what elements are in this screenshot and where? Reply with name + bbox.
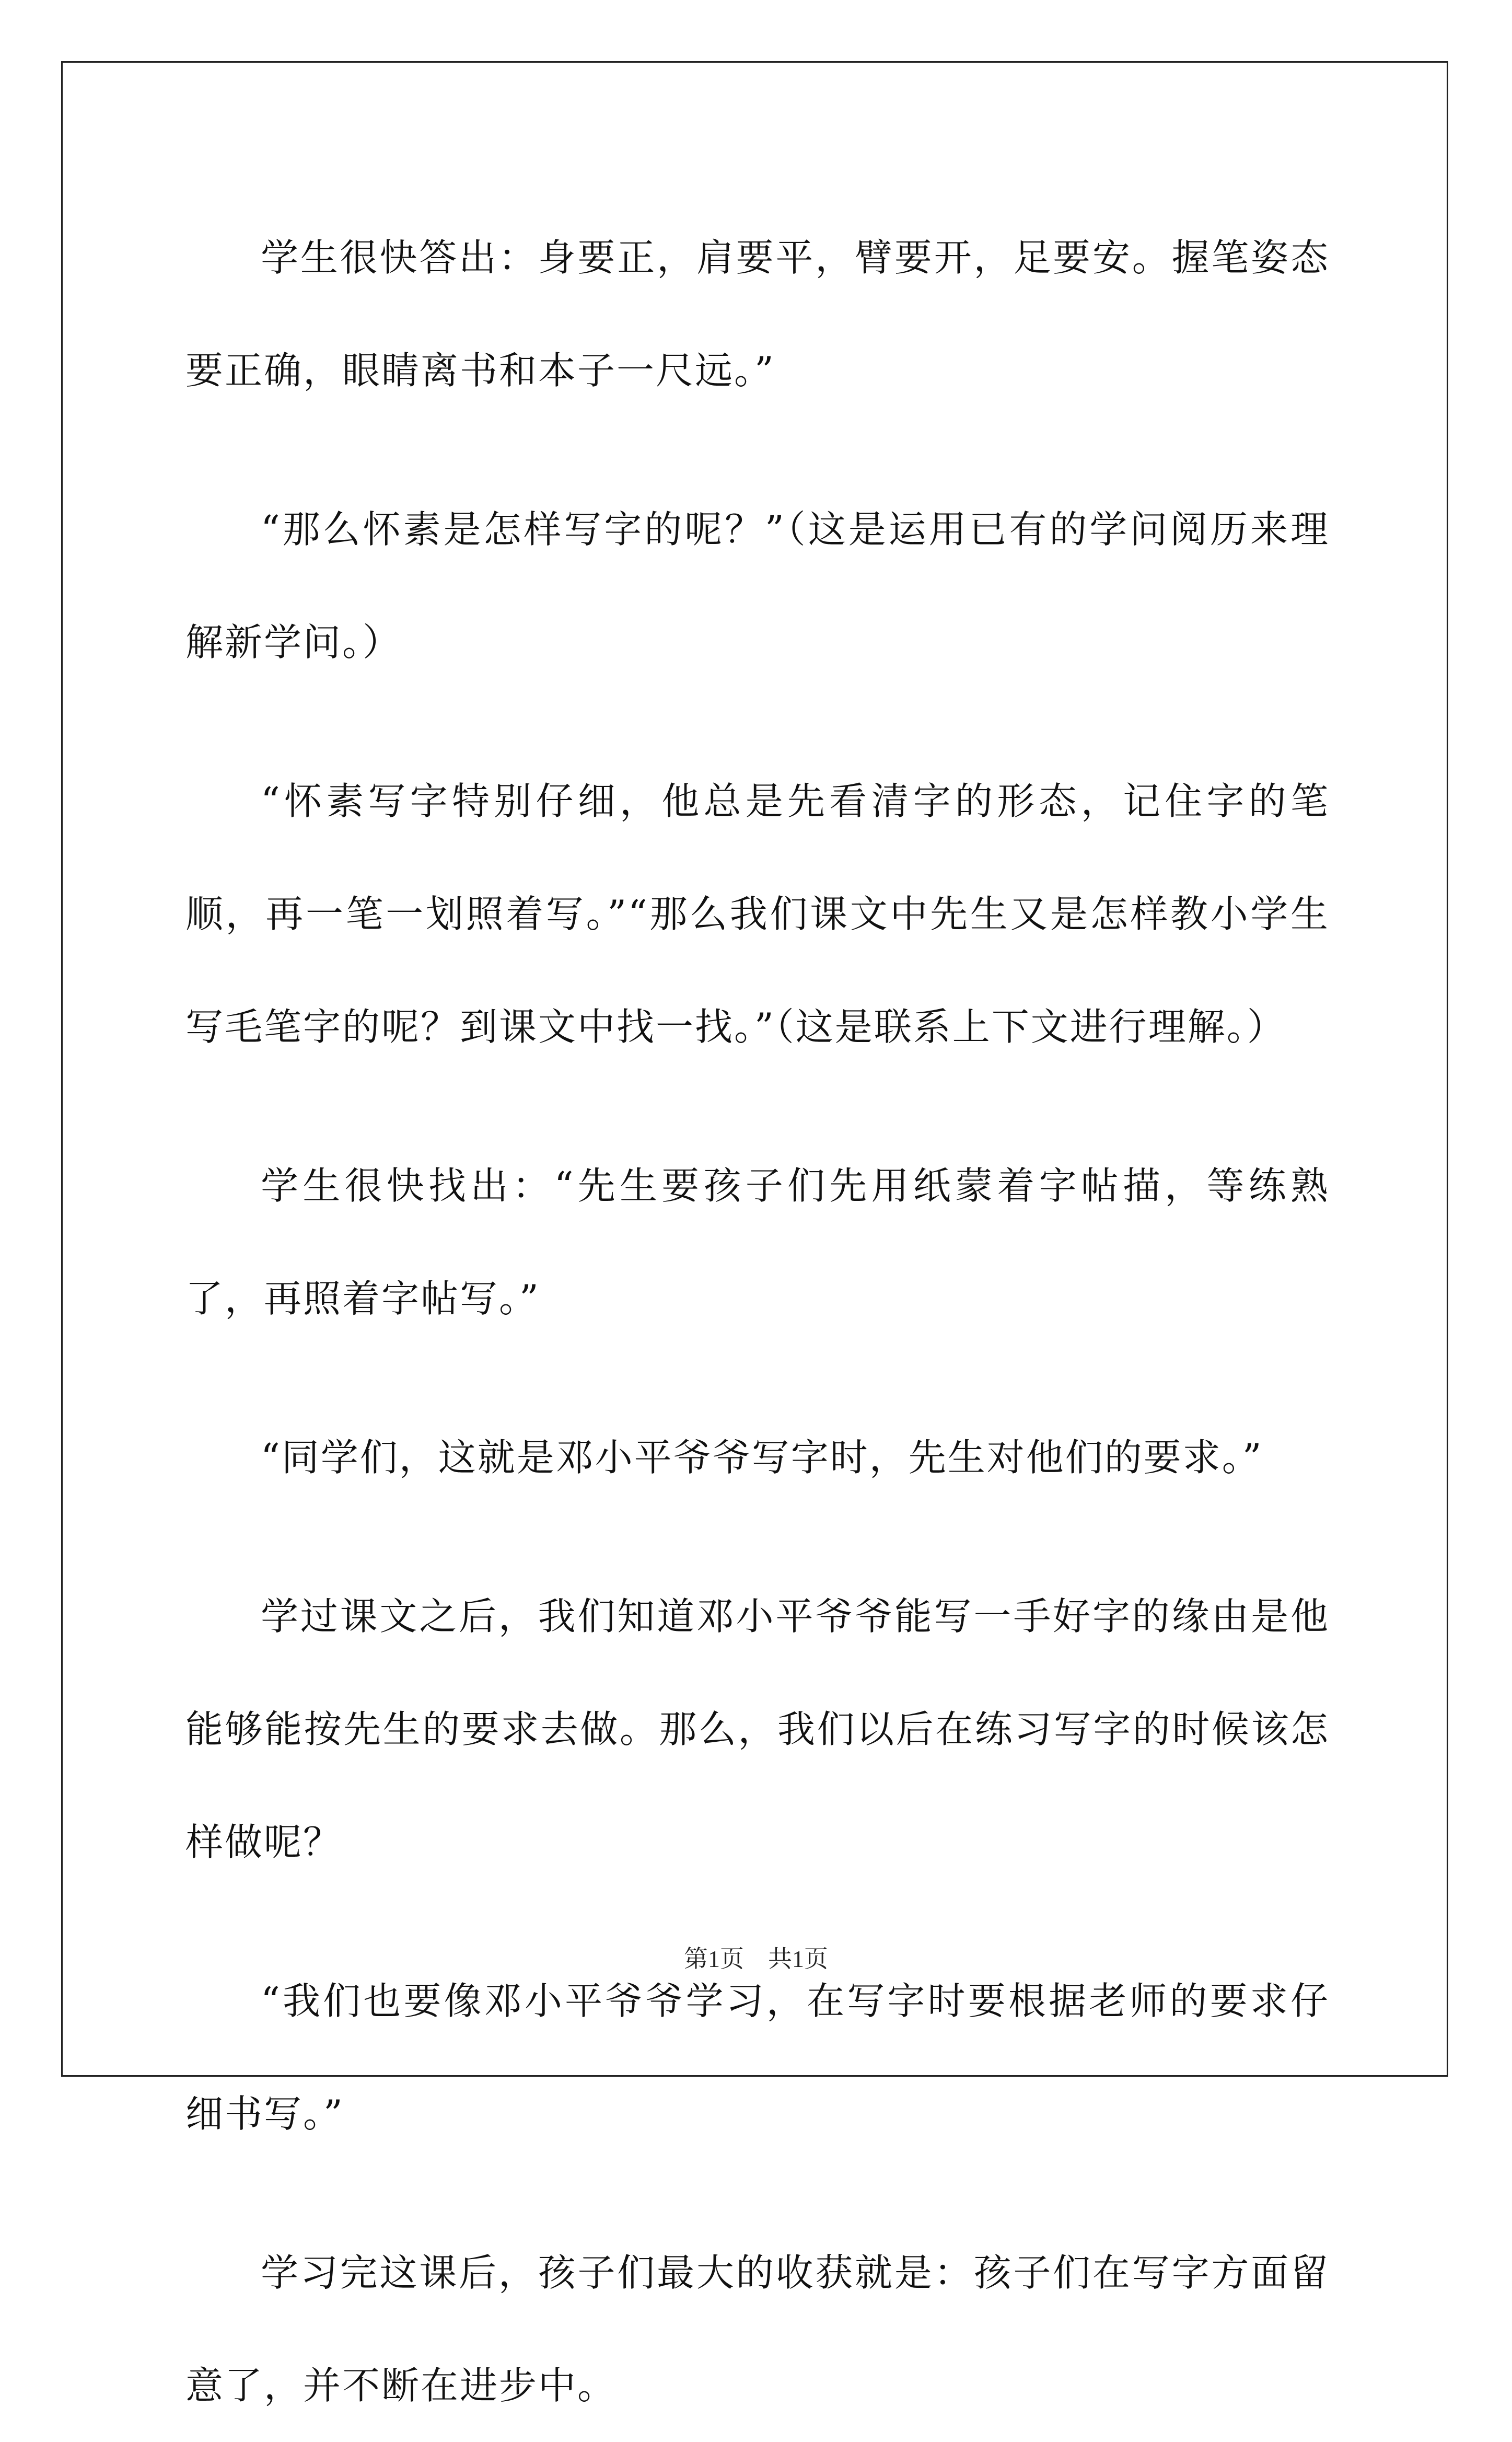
paragraph: “怀素写字特别仔细，他总是先看清字的形态，记住字的笔顺，再一笔一划照着写。”“那么我们课文中先生又是怎样教小学生写毛笔字的呢？到课文中找一找。”（这是联系上下文进行理解。）	[185, 779, 1330, 1049]
page-footer	[0, 1940, 1512, 1974]
paragraph: 学生很快找出：“先生要孩子们先用纸蒙着字帖描，等练熟了，再照着字帖写。”	[185, 1164, 1330, 1321]
paragraph: 学习完这课后，孩子们最大的收获就是：孩子们在写字方面留意了，并不断在进步中。	[185, 2251, 1330, 2408]
document-body	[185, 201, 1330, 2442]
paragraph: “同学们，这就是邓小平爷爷写字时，先生对他们的要求。”	[261, 1436, 1263, 1479]
paragraph: “那么怀素是怎样写字的呢？”（这是运用已有的学问阅历来理解新学问。）	[185, 507, 1330, 664]
paragraph: 学过课文之后，我们知道邓小平爷爷能写一手好字的缘由是他能够能按先生的要求去做。那么，我们以后在练习写字的时候该怎样做呢？	[185, 1594, 1330, 1864]
paragraph: 学生很快答出：身要正，肩要平，臂要开，足要安。握笔姿态要正确，眼睛离书和本子一尺远。”	[185, 236, 1330, 392]
page-number-total: 共1页	[768, 1946, 828, 1972]
paragraph: “我们也要像邓小平爷爷学习，在写字时要根据老师的要求仔细书写。”	[185, 1979, 1330, 2136]
page-number-current: 第1页	[684, 1946, 744, 1972]
